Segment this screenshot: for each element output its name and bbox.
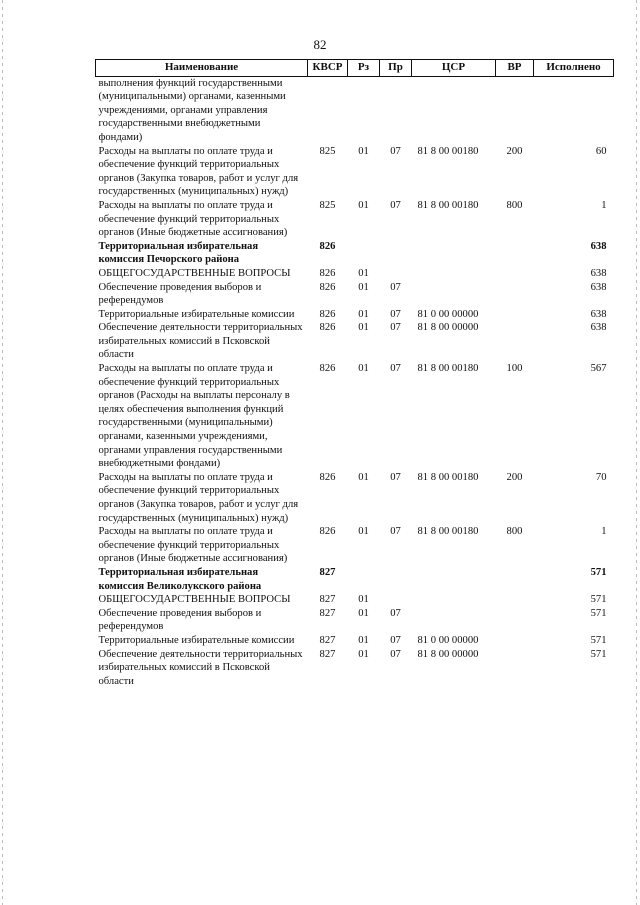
table-row <box>96 566 614 593</box>
cell-done: 571 <box>590 648 607 660</box>
cell-pr <box>380 267 412 281</box>
cell-vr <box>496 240 534 267</box>
table-row <box>96 240 614 267</box>
cell-name: Обеспечение деятельности территориальных избирательных комиссий в Псковской области <box>98 648 303 687</box>
cell-rz <box>348 566 380 593</box>
cell-pr <box>380 593 412 607</box>
cell-vr <box>496 76 534 144</box>
cell-csr: 81 8 00 00180 <box>417 199 479 211</box>
cell-csr <box>412 267 496 281</box>
cell-done: 571 <box>590 607 607 619</box>
cell-name: Обеспечение проведения выборов и референдумов <box>98 281 262 307</box>
cell-done: 1 <box>601 526 607 538</box>
cell-rz: 01 <box>358 267 369 279</box>
cell-rz: 01 <box>358 199 369 211</box>
cell-done: 1 <box>601 199 607 211</box>
table-row <box>96 607 614 634</box>
cell-vr: 800 <box>506 199 523 211</box>
cell-done: 638 <box>590 267 607 279</box>
cell-done: 571 <box>590 594 607 606</box>
cell-csr: 81 8 00 00180 <box>417 363 479 375</box>
cell-pr: 07 <box>390 363 401 375</box>
cell-vr <box>496 267 534 281</box>
table-row <box>96 471 614 525</box>
cell-pr: 07 <box>390 199 401 211</box>
cell-kvsr: 827 <box>319 607 336 619</box>
header-pr: Пр <box>380 60 412 77</box>
cell-kvsr: 826 <box>319 526 336 538</box>
table-row <box>96 281 614 308</box>
cell-kvsr <box>308 76 348 144</box>
cell-done: 70 <box>595 471 607 483</box>
table-row <box>96 648 614 689</box>
header-rz: Рз <box>348 60 380 77</box>
cell-kvsr: 826 <box>319 322 336 334</box>
cell-csr <box>412 607 496 634</box>
table-row <box>96 525 614 566</box>
cell-csr <box>412 76 496 144</box>
table-row <box>96 593 614 607</box>
table-row <box>96 634 614 648</box>
cell-pr: 07 <box>390 471 401 483</box>
table-body <box>96 76 614 688</box>
table-row <box>96 145 614 199</box>
cell-name: Расходы на выплаты по оплате труда и обеспечение функций территориальных органов (Закупка товаров, работ и услуг для государственных (муниципальных) нужд) <box>98 471 299 524</box>
cell-csr: 81 8 00 00180 <box>417 145 479 157</box>
cell-done: 638 <box>590 308 607 320</box>
cell-vr <box>496 321 534 362</box>
cell-kvsr: 825 <box>319 145 336 157</box>
cell-done: 638 <box>590 322 607 334</box>
cell-vr <box>496 648 534 689</box>
cell-csr: 81 8 00 00000 <box>417 322 479 334</box>
cell-vr <box>496 607 534 634</box>
header-done: Исполнено <box>534 60 614 77</box>
cell-rz: 01 <box>358 526 369 538</box>
cell-pr: 07 <box>390 634 401 646</box>
cell-rz: 01 <box>358 471 369 483</box>
cell-kvsr: 827 <box>319 648 336 660</box>
cell-kvsr: 826 <box>319 363 336 375</box>
cell-name: Территориальные избирательные комиссии <box>98 634 295 646</box>
cell-vr <box>496 634 534 648</box>
cell-kvsr: 826 <box>319 308 336 320</box>
cell-pr: 07 <box>390 526 401 538</box>
scan-edge-right <box>636 0 637 905</box>
table-row <box>96 267 614 281</box>
budget-execution-table <box>95 59 614 688</box>
cell-kvsr: 826 <box>319 267 336 279</box>
cell-done: 567 <box>590 363 607 375</box>
cell-vr: 800 <box>506 526 523 538</box>
header-vr: ВР <box>496 60 534 77</box>
cell-pr: 07 <box>390 607 401 619</box>
cell-pr <box>380 76 412 144</box>
cell-vr <box>496 308 534 322</box>
cell-pr <box>380 240 412 267</box>
cell-kvsr: 825 <box>319 199 336 211</box>
cell-name: Территориальная избирательная комиссия Печорского района <box>98 240 259 266</box>
cell-csr: 81 8 00 00180 <box>417 526 479 538</box>
table-row <box>96 362 614 471</box>
cell-csr: 81 8 00 00000 <box>417 648 479 660</box>
cell-pr: 07 <box>390 322 401 334</box>
cell-rz: 01 <box>358 145 369 157</box>
cell-name: Территориальные избирательные комиссии <box>98 308 295 320</box>
cell-done: 60 <box>595 145 607 157</box>
cell-rz: 01 <box>358 594 369 606</box>
page-number: 82 <box>313 37 327 52</box>
cell-name: Расходы на выплаты по оплате труда и обеспечение функций территориальных органов (Расходы на выплаты персоналу в целях обеспечения выполнения функций государственными (муниципальными) органами, казенными учреждениями, органами управления государственными внебюджетными фондами) <box>98 363 290 470</box>
cell-rz <box>348 76 380 144</box>
header-csr: ЦСР <box>412 60 496 77</box>
cell-rz: 01 <box>358 363 369 375</box>
cell-vr <box>496 281 534 308</box>
cell-name: Расходы на выплаты по оплате труда и обеспечение функций территориальных органов (Иные бюджетные ассигнования) <box>98 526 288 565</box>
cell-name: Территориальная избирательная комиссия Великолукского района <box>98 566 262 592</box>
cell-name: выполнения функций государственными (муниципальными) органами, казенными учреждениями, органами управления государственными внебюджетными фондами) <box>98 77 286 143</box>
cell-csr <box>412 281 496 308</box>
cell-done: 638 <box>590 240 607 252</box>
cell-kvsr: 827 <box>319 566 336 578</box>
cell-csr: 81 0 00 00000 <box>417 634 479 646</box>
header-kvsr: КВСР <box>308 60 348 77</box>
table-row <box>96 321 614 362</box>
cell-name: Обеспечение деятельности территориальных избирательных комиссий в Псковской области <box>98 322 303 361</box>
cell-csr: 81 8 00 00180 <box>417 471 479 483</box>
cell-rz: 01 <box>358 648 369 660</box>
cell-csr <box>412 240 496 267</box>
cell-kvsr: 827 <box>319 634 336 646</box>
cell-vr: 100 <box>506 363 523 375</box>
cell-pr: 07 <box>390 308 401 320</box>
cell-csr: 81 0 00 00000 <box>417 308 479 320</box>
cell-rz: 01 <box>358 308 369 320</box>
cell-rz: 01 <box>358 281 369 293</box>
cell-vr <box>496 566 534 593</box>
table-row <box>96 308 614 322</box>
header-name: Наименование <box>96 60 308 77</box>
cell-kvsr: 826 <box>319 471 336 483</box>
scan-edge-left <box>2 0 3 905</box>
cell-csr <box>412 566 496 593</box>
cell-done <box>534 76 614 144</box>
cell-done: 571 <box>590 634 607 646</box>
cell-vr <box>496 593 534 607</box>
cell-done: 571 <box>590 566 607 578</box>
cell-csr <box>412 593 496 607</box>
cell-rz: 01 <box>358 634 369 646</box>
cell-rz <box>348 240 380 267</box>
cell-name: Расходы на выплаты по оплате труда и обеспечение функций территориальных органов (Иные бюджетные ассигнования) <box>98 199 288 239</box>
cell-kvsr: 826 <box>319 281 336 293</box>
cell-kvsr: 827 <box>319 594 336 606</box>
cell-rz: 01 <box>358 322 369 334</box>
cell-vr: 200 <box>506 145 523 157</box>
cell-vr: 200 <box>506 471 523 483</box>
cell-pr <box>380 566 412 593</box>
table-header-row <box>96 60 614 77</box>
table-row <box>96 76 614 144</box>
cell-name: Расходы на выплаты по оплате труда и обеспечение функций территориальных органов (Закупка товаров, работ и услуг для государственных (муниципальных) нужд) <box>98 145 299 198</box>
cell-name: ОБЩЕГОСУДАРСТВЕННЫЕ ВОПРОСЫ <box>98 594 291 606</box>
table-row <box>96 199 614 240</box>
cell-name: ОБЩЕГОСУДАРСТВЕННЫЕ ВОПРОСЫ <box>98 267 291 279</box>
cell-done: 638 <box>590 281 607 293</box>
cell-pr: 07 <box>390 145 401 157</box>
cell-name: Обеспечение проведения выборов и референдумов <box>98 607 262 633</box>
cell-pr: 07 <box>390 281 401 293</box>
cell-pr: 07 <box>390 648 401 660</box>
cell-rz: 01 <box>358 607 369 619</box>
cell-kvsr: 826 <box>319 240 336 252</box>
